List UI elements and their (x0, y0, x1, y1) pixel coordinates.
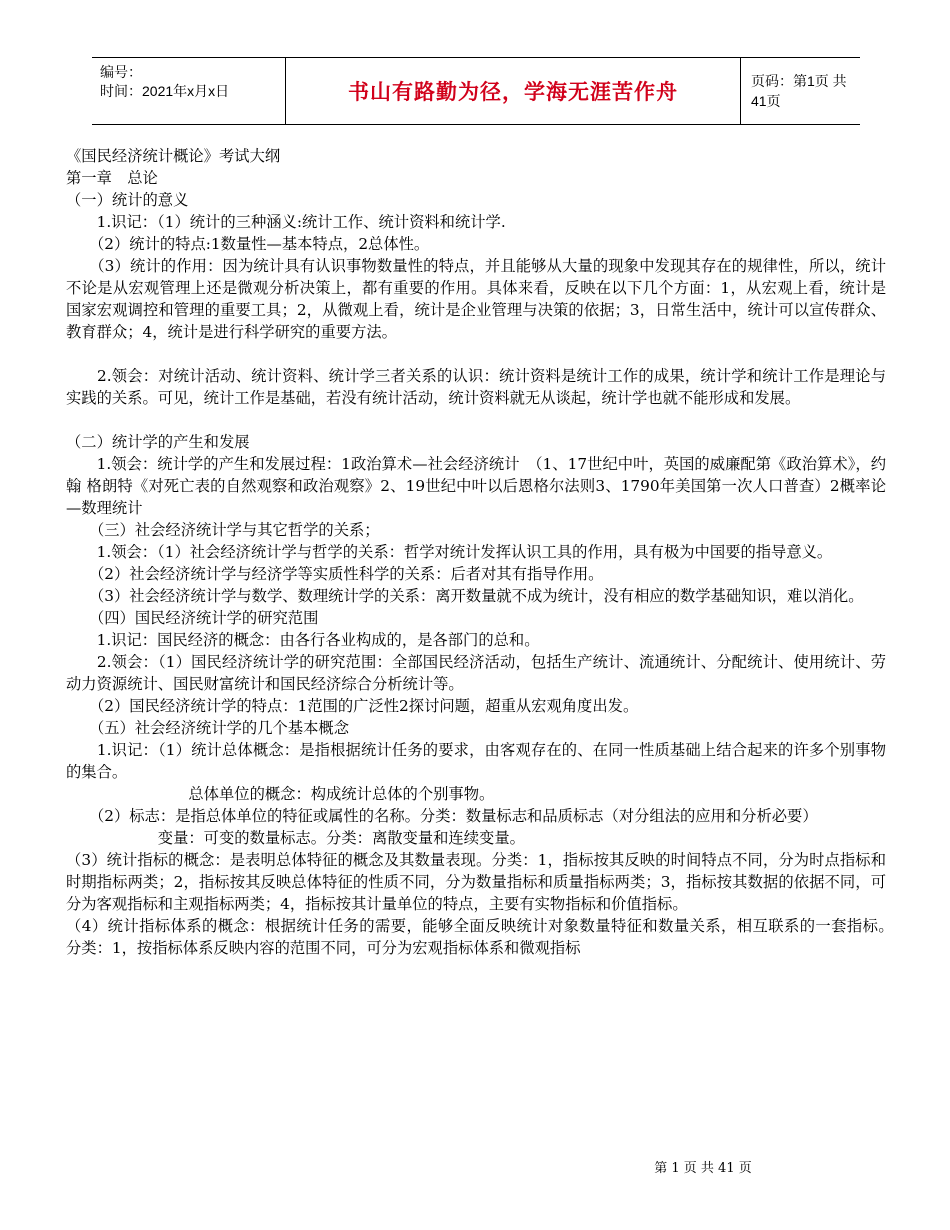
footer-page-number: 第 1 页 共 41 页 (654, 1161, 752, 1176)
blank-line (66, 343, 886, 365)
section-heading: （四）国民经济统计学的研究范围 (66, 609, 319, 627)
section-heading: （五）社会经济统计学的几个基本概念 (66, 719, 349, 737)
document-body (66, 145, 902, 959)
paragraph: （3）社会经济统计学与数学、数理统计学的关系：离开数量就不成为统计，没有相应的数学基础知识，难以消化。 (66, 587, 864, 605)
paragraph: （2）统计的特点:1数量性—基本特点，2总体性。 (66, 235, 430, 253)
paragraph: 1.识记：国民经济的概念：由各行各业构成的，是各部门的总和。 (66, 631, 540, 649)
paragraph: （3）统计的作用：因为统计具有认识事物数量性的特点，并且能够从大量的现象中发现其存在的规律性，所以，统计不论是从宏观管理上还是微观分析决策上，都有重要的作用。具体来看，反映在以下几个方面：1，从宏观上看，统计是国家宏观调控和管理的重要工具；2，从微观上看，统计是企业管理与决策的依据；3，日常生活中，统计可以宣传群众、教育群众；4，统计是进行科学研究的重要方法。 (66, 257, 886, 341)
section-heading: （二）统计学的产生和发展 (66, 433, 250, 451)
paragraph: 2.领会：（1）国民经济统计学的研究范围：全部国民经济活动，包括生产统计、流通统计、分配统计、使用统计、劳动力资源统计、国民财富统计和国民经济综合分析统计等。 (66, 653, 886, 693)
header-meta (92, 58, 285, 124)
blank-line (66, 409, 886, 431)
paragraph: 2.领会：对统计活动、统计资料、统计学三者关系的认识：统计资料是统计工作的成果，统计学和统计工作是理论与实践的关系。可见，统计工作是基础，若没有统计活动，统计资料就无从谈起，统计学也就不能形成和发展。 (66, 367, 886, 407)
header-motto: 书山有路勤为径，学海无涯苦作舟 (285, 58, 741, 124)
page-footer (0, 1157, 950, 1176)
paragraph: （2）标志：是指总体单位的特征或属性的名称。分类：数量标志和品质标志（对分组法的应用和分析必要） (66, 807, 818, 825)
document-header (92, 57, 860, 125)
doc-title: 《国民经济统计概论》考试大纲 (66, 147, 281, 165)
paragraph: 1.领会：（1）社会经济统计学与哲学的关系：哲学对统计发挥认识工具的作用，具有极为中国要的指导意义。 (66, 543, 833, 561)
paragraph: 1.识记：（1）统计的三种涵义:统计工作、统计资料和统计学. (66, 213, 506, 231)
chapter-heading: 第一章 总论 (66, 169, 158, 187)
paragraph: （2）国民经济统计学的特点：1范围的广泛性2探讨问题，超重从宏观角度出发。 (66, 697, 639, 715)
paragraph: 变量：可变的数量标志。分类：离散变量和连续变量。 (66, 829, 525, 847)
section-heading: （一）统计的意义 (66, 191, 189, 209)
number-label: 编号： (100, 64, 142, 80)
paragraph: （2）社会经济统计学与经济学等实质性科学的关系：后者对其有指导作用。 (66, 565, 604, 583)
header-page-label: 页码：第1页 共41页 (751, 73, 847, 109)
section-heading: （三）社会经济统计学与其它哲学的关系； (66, 521, 380, 539)
paragraph: 1.领会：统计学的产生和发展过程：1政治算术—社会经济统计 （1、17世纪中叶，英国的威廉配第《政治算术》，约翰 格朗特《对死亡表的自然观察和政治观察》2、19世纪中叶以后恩格尔法则3、1790年美国第一次人口普查）2概率论—数理统计 (66, 455, 886, 517)
paragraph: （3）统计指标的概念：是表明总体特征的概念及其数量表现。分类：1，指标按其反映的时间特点不同，分为时点指标和时期指标两类；2，指标按其反映总体特征的性质不同，分为数量指标和质量指标两类；3，指标按其数据的依据不同，可分为客观指标和主观指标两类；4，指标按其计量单位的特点，主要有实物指标和价值指标。 (66, 851, 886, 913)
time-label: 时间：2021年x月x日 (100, 83, 230, 99)
paragraph: 总体单位的概念：构成统计总体的个别事物。 (66, 785, 495, 803)
paragraph: （4）统计指标体系的概念：根据统计任务的需要，能够全面反映统计对象数量特征和数量关系，相互联系的一套指标。 分类：1，按指标体系反映内容的范围不同，可分为宏观指标体系和微观指标 (66, 917, 902, 957)
paragraph: 1.识记：（1）统计总体概念：是指根据统计任务的要求，由客观存在的、在同一性质基础上结合起来的许多个别事物的集合。 (66, 741, 886, 781)
